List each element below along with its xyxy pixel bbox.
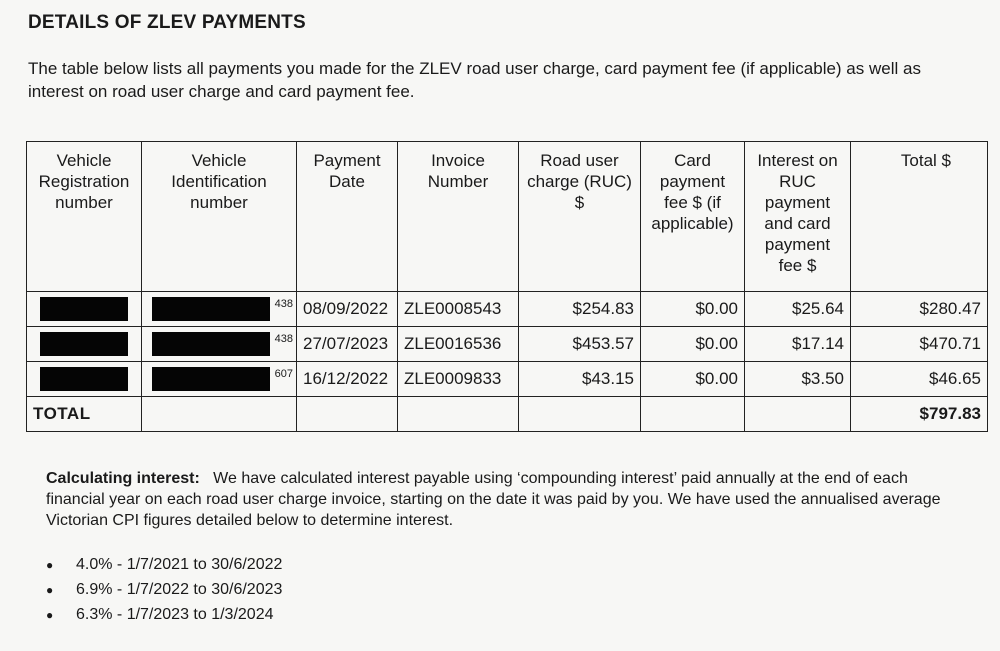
- calculating-interest-paragraph: [46, 468, 966, 531]
- list-item: [46, 552, 282, 577]
- header-total: Total $: [851, 142, 988, 292]
- payment-date-cell: 16/12/2022: [297, 362, 398, 397]
- cpi-rate: 6.9% - 1/7/2022 to 30/6/2023: [76, 580, 283, 598]
- empty-cell: [519, 397, 641, 432]
- total-cell: $470.71: [851, 327, 988, 362]
- interest-cell: $17.14: [745, 327, 851, 362]
- header-vehicle-registration: Vehicle Registration number: [27, 142, 142, 292]
- redaction-bar: [152, 367, 270, 391]
- grand-total: $797.83: [851, 397, 988, 432]
- total-label: TOTAL: [27, 397, 142, 432]
- empty-cell: [142, 397, 297, 432]
- card-fee-cell: $0.00: [641, 292, 745, 327]
- table-row: [27, 292, 988, 327]
- vin-cell: [142, 362, 297, 397]
- header-interest: Interest on RUC payment and card payment fee $: [745, 142, 851, 292]
- empty-cell: [745, 397, 851, 432]
- empty-cell: [297, 397, 398, 432]
- payment-date-cell: 08/09/2022: [297, 292, 398, 327]
- card-fee-cell: $0.00: [641, 362, 745, 397]
- ruc-cell: $254.83: [519, 292, 641, 327]
- calculating-interest-label: Calculating interest:: [46, 470, 200, 487]
- empty-cell: [641, 397, 745, 432]
- header-vehicle-identification: Vehicle Identification number: [142, 142, 297, 292]
- ruc-cell: $453.57: [519, 327, 641, 362]
- total-cell: $280.47: [851, 292, 988, 327]
- redaction-bar: [40, 297, 128, 321]
- header-payment-date: Payment Date: [297, 142, 398, 292]
- header-card-payment-fee: Card payment fee $ (if applicable): [641, 142, 745, 292]
- total-cell: $46.65: [851, 362, 988, 397]
- list-item: [46, 577, 282, 602]
- interest-cell: $25.64: [745, 292, 851, 327]
- cpi-rate: 4.0% - 1/7/2021 to 30/6/2022: [76, 555, 283, 573]
- vin-suffix: 438: [274, 333, 293, 345]
- vin-suffix: 607: [274, 368, 293, 380]
- redaction-bar: [40, 332, 128, 356]
- redaction-bar: [152, 297, 270, 321]
- vin-cell: [142, 292, 297, 327]
- redaction-bar: [152, 332, 270, 356]
- cpi-list: [46, 552, 282, 627]
- table-header-row: [27, 142, 988, 292]
- registration-cell: [27, 362, 142, 397]
- empty-cell: [398, 397, 519, 432]
- table-row: [27, 362, 988, 397]
- header-road-user-charge: Road user charge (RUC) $: [519, 142, 641, 292]
- card-fee-cell: $0.00: [641, 327, 745, 362]
- vin-cell: [142, 327, 297, 362]
- invoice-number-cell: ZLE0008543: [398, 292, 519, 327]
- interest-cell: $3.50: [745, 362, 851, 397]
- payment-date-cell: 27/07/2023: [297, 327, 398, 362]
- invoice-number-cell: ZLE0016536: [398, 327, 519, 362]
- section-heading: DETAILS OF ZLEV PAYMENTS: [28, 12, 306, 33]
- registration-cell: [27, 327, 142, 362]
- registration-cell: [27, 292, 142, 327]
- redaction-bar: [40, 367, 128, 391]
- invoice-number-cell: ZLE0009833: [398, 362, 519, 397]
- vin-suffix: 438: [274, 298, 293, 310]
- intro-paragraph: The table below lists all payments you made for the ZLEV road user charge, card payment fee (if applicable) as well as interest on road user charge and card payment fee.: [28, 59, 921, 101]
- cpi-rate: 6.3% - 1/7/2023 to 1/3/2024: [76, 605, 274, 623]
- bullet-icon: ●: [46, 582, 54, 597]
- bullet-icon: ●: [46, 607, 54, 622]
- calculating-interest-text: We have calculated interest payable using ‘compounding interest’ paid annually at the end of each financial year on each road user charge invoice, starting on the date it was paid by you. We have used the annualised average Victorian CPI figures detailed below to determine interest.: [46, 470, 941, 529]
- header-invoice-number: Invoice Number: [398, 142, 519, 292]
- bullet-icon: ●: [46, 557, 54, 572]
- payments-table: [26, 141, 988, 432]
- ruc-cell: $43.15: [519, 362, 641, 397]
- total-row: [27, 397, 988, 432]
- table-row: [27, 327, 988, 362]
- list-item: [46, 602, 282, 627]
